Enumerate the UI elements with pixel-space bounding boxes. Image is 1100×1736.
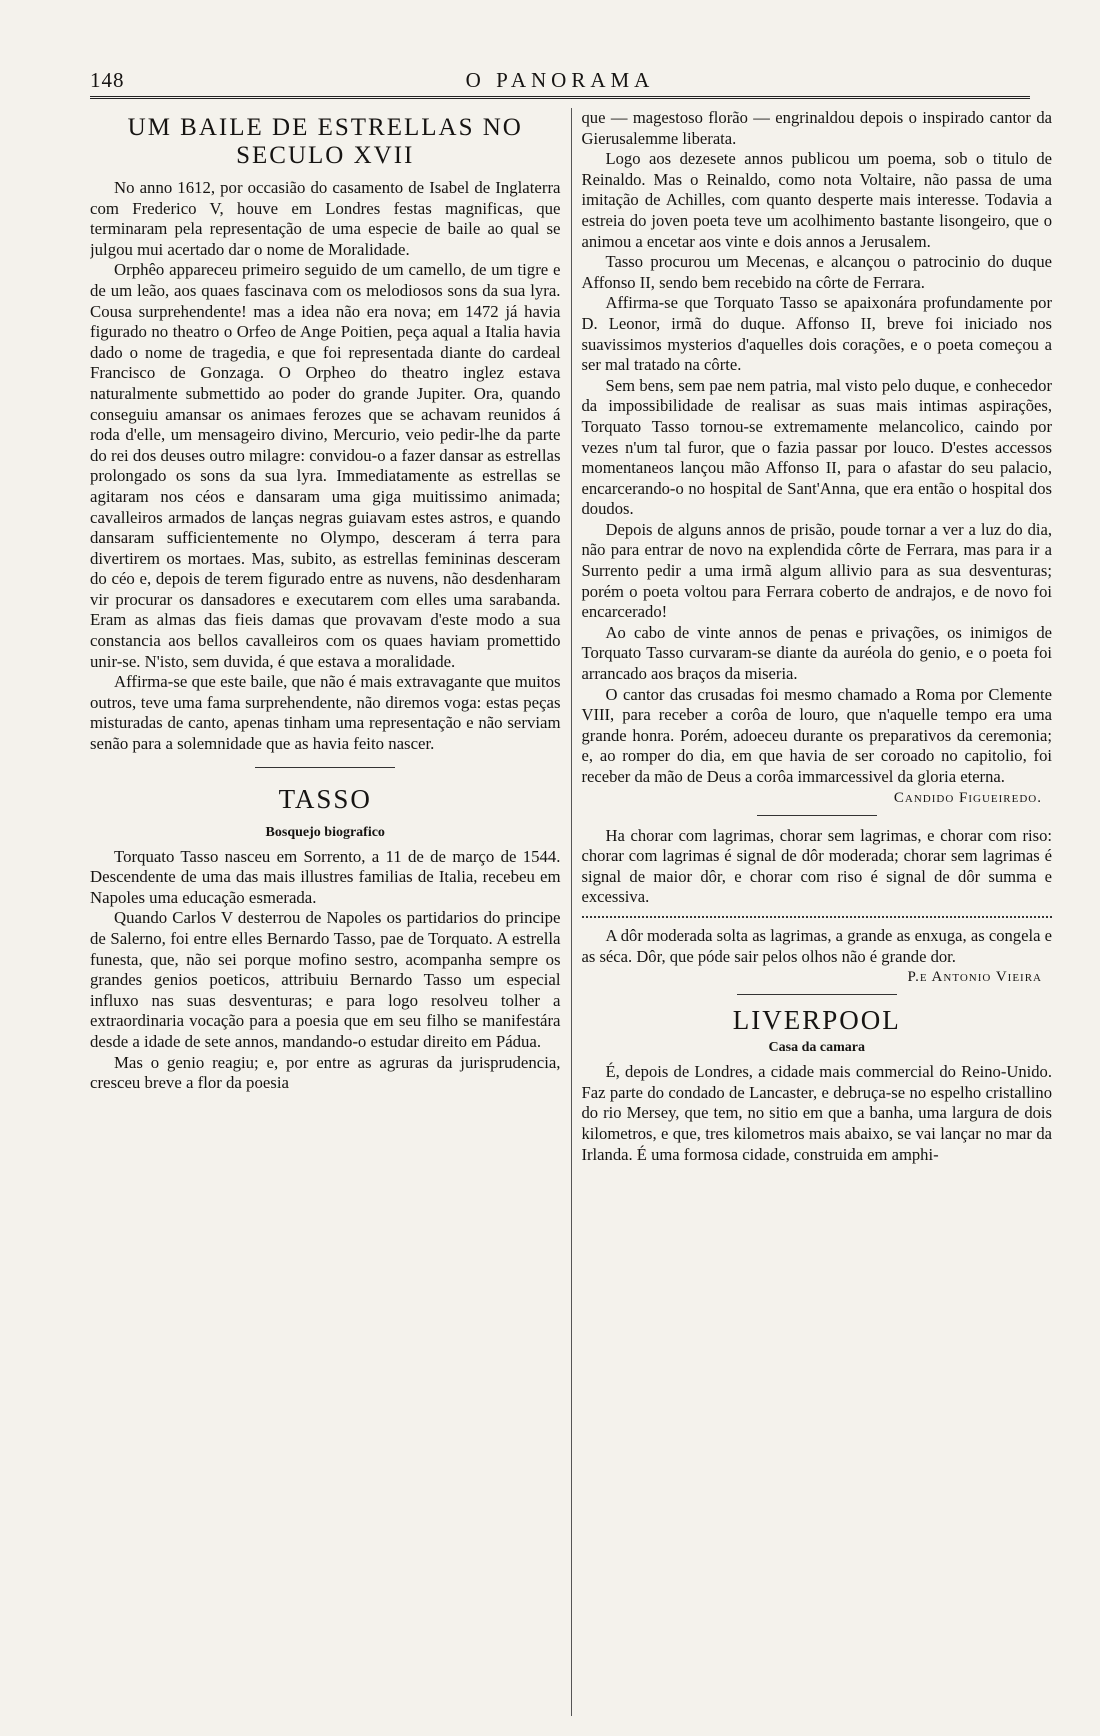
article-paragraph: No anno 1612, por occasião do casamento de Isabel de Inglaterra com Frederico V, houve em Londres festas magnificas, que terminaram pela representação de uma especie de baile ao qual se julgou mui acertado dar o nome de Moralidade. — [90, 178, 561, 259]
dotted-divider — [582, 916, 1053, 918]
text-columns — [90, 108, 1052, 1716]
section-divider — [757, 815, 877, 816]
article-paragraph: Tasso procurou um Mecenas, e alcançou o patrocinio do duque Affonso II, sendo bem recebido na côrte de Ferrara. — [581, 252, 1052, 292]
left-column — [90, 108, 571, 1716]
quote-block — [582, 826, 1053, 987]
article-subtitle-liverpool: Casa da camara — [768, 1040, 865, 1056]
article-paragraph: que — magestoso florão — engrinaldou depois o inspirado cantor da Gierusalemme liberata. — [581, 108, 1052, 148]
author-signature: Candido Figueiredo. — [893, 789, 1042, 806]
article-paragraph: Orphêo appareceu primeiro seguido de um camello, de um tigre e de um leão, aos quaes fascinava com os melodiosos sons da sua lyra. Cousa surprehendente! mas a idea não era nova; em 1472 já havia figurado no theatro o Orfeo de Ange Poitien, peça aqual a Italia havia dado o nome de tragedia, e que foi representada diante do cardeal Francisco de Gonzaga. O Orpheo do theatro inglez estava naturalmente submettido ao poder do grande Jupiter. Ora, quando conseguiu amansar os animaes ferozes que se achavam reunidos á roda d'elle, um mensageiro divino, Mercurio, veio pedir-lhe da parte do rei dos deuses outro milagre: convidou-o a fazer dansar as estrellas prolongado os sons da sua lyra. Immediatamente as estrellas se agitaram nos céos e dansaram uma giga muitissimo animada; cavalleiros armados de lanças negras guiavam estes astros, e quando dansaram sufficientemente no Olympo, desceram á terra para divertirem os mortaes. Mas, subito, as estrellas femininas desceram do céo e, depois de terem figurado entre as nuvens, não desdenharam vir procurar os dansadores e executarem com elles uma sarabanda. Eram as almas das fieis damas que provavam d'este modo a sua constancia aos bellos cavalleiros com os quaes haviam promettido unir-se. N'isto, sem duvida, é que estava a moralidade. — [90, 260, 561, 671]
section-divider — [737, 994, 897, 995]
article-title-tasso: TASSO — [278, 783, 372, 814]
article-paragraph: Logo aos dezesete annos publicou um poema, sob o titulo de Reinaldo. Mas o Reinaldo, como nota Voltaire, não passa de uma imitação de Achilles, com quanto desperte mais interesse. Todavia a estreia do joven poeta teve um acolhimento bastante lisongeiro, que o animou a encetar aos vinte e dois annos a Jerusalem. — [581, 149, 1052, 251]
article-title-baile: UM BAILE DE ESTRELLAS NO SECULO XVII — [127, 114, 523, 169]
page-header — [90, 62, 1030, 99]
article-paragraph: Affirma-se que Torquato Tasso se apaixonára profundamente por D. Leonor, irmã do duque. Affonso II, breve foi iniciado nos suavissimos mysterios d'aquelles dois corações, e o poeta começou a ser mal tratado na côrte. — [581, 293, 1052, 375]
page-number: 148 — [90, 68, 125, 92]
article-paragraph: Quando Carlos V desterrou de Napoles os partidarios do principe de Salerno, foi entre elles Bernardo Tasso, pae de Torquato. A estrella funesta, que, não sei porque mofino sestro, acompanha sempre os grandes genios poeticos, attribuiu Bernardo Tasso um especial influxo nas suas desventuras; e para logo resolveu tolher a extraordinaria vocação para a poesia que em seu filho se manifestára desde a idade de sete annos, mandando-o estudar direito em Pádua. — [90, 908, 561, 1051]
section-divider — [255, 767, 395, 768]
article-paragraph: Ao cabo de vinte annos de penas e privações, os inimigos de Torquato Tasso curvaram-se diante da auréola do genio, e o poeta foi arrancado aos braços da miseria. — [581, 622, 1052, 684]
quote-paragraph: Ha chorar com lagrimas, chorar sem lagrimas, e chorar com riso: chorar com lagrimas é signal de dôr moderada; chorar sem lagrimas é signal de maior dôr, e chorar com riso é signal de dôr summa e excessiva. — [581, 825, 1052, 907]
article-paragraph: É, depois de Londres, a cidade mais commercial do Reino-Unido. Faz parte do condado de Lancaster, e debruça-se no espelho cristallino do rio Mersey, que tem, no sitio em que a banha, uma largura de dois kilometros, e que, tres kilometros mais abaixo, se vai lançar no mar da Irlanda. É uma formosa cidade, construida em amphi- — [581, 1062, 1052, 1164]
article-paragraph: Torquato Tasso nasceu em Sorrento, a 11 de de março de 1544. Descendente de uma das mais illustres familias de Italia, recebeu em Napoles uma educação esmerada. — [90, 846, 561, 907]
article-subtitle-tasso: Bosquejo biografico — [265, 824, 385, 840]
article-paragraph: O cantor das crusadas foi mesmo chamado a Roma por Clemente VIII, para receber a corôa de louro, que n'aquelle tempo era uma grande honra. Porém, adoeceu durante os preparativos da ceremonia; e, ao romper do dia, em que havia de ser coroado no capitolio, foi receber da mão de Deus a corôa immarcessivel da gloria eterna. — [581, 684, 1052, 786]
quote-author: P.e Antonio Vieira — [907, 969, 1042, 986]
right-column — [571, 108, 1053, 1716]
article-paragraph: Sem bens, sem pae nem patria, mal visto pelo duque, e conhecedor da impossibilidade de realisar as suas mais intimas aspirações, Torquato Tasso tornou-se extremamente melancolico, caindo por vezes n'um tal furor, que o fazia passar por louco. D'estes accessos momentaneos lançou mão Affonso II, para o afastar do seu palacio, encarcerando-o no hospital de Sant'Anna, que era então o hospital dos doudos. — [581, 375, 1052, 519]
journal-title: O PANORAMA — [465, 68, 655, 92]
article-paragraph: Mas o genio reagiu; e, por entre as agruras da jurisprudencia, cresceu breve a flor da poesia — [90, 1052, 561, 1093]
article-title-liverpool: LIVERPOOL — [732, 1005, 901, 1036]
quote-paragraph: A dôr moderada solta as lagrimas, a grande as enxuga, as congela e as séca. Dôr, que póde sair pelos olhos não é grande dor. — [581, 925, 1052, 966]
article-paragraph: Affirma-se que este baile, que não é mais extravagante que muitos outros, teve uma fama surprehendente, não diremos voga: estas peças misturadas de canto, apenas tinham uma representação e não serviam senão para a solemnidade que as havia feito nascer. — [90, 672, 561, 754]
article-paragraph: Depois de alguns annos de prisão, poude tornar a ver a luz do dia, não para entrar de novo na explendida côrte de Ferrara, mas para ir a Surrento pedir a uma irmã algum allivio para as sua desventuras; porém o poeta voltou para Ferrara coberto de andrajos, e de novo foi encarcerado! — [581, 519, 1052, 622]
